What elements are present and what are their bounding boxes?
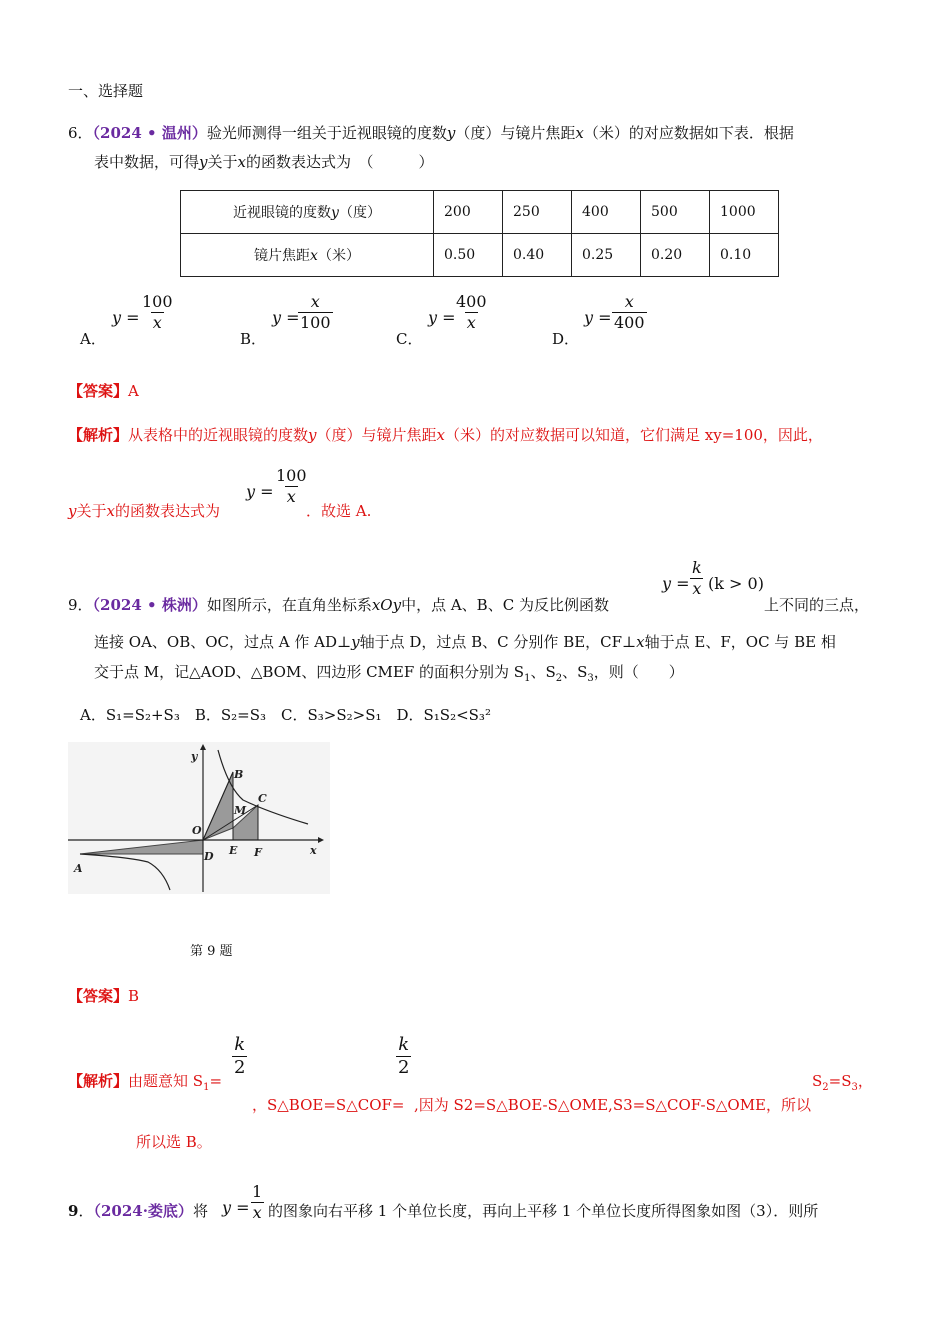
q6-analysis-line2: y关于x的函数表达式为 (68, 502, 220, 520)
label-x: x (310, 844, 317, 857)
label-b: B (234, 768, 244, 781)
q6-analysis-line1: 【解析】从表格中的近视眼镜的度数y（度）与镜片焦距x（米）的对应数据可以知道，它们满足 xy=100，因此， (68, 426, 823, 444)
q9a-caption: 第 9 题 (190, 944, 233, 959)
answer-value: B (128, 987, 140, 1005)
q9a-answer (68, 985, 139, 1006)
q6-line2 (94, 151, 434, 172)
q9a-figure (68, 742, 330, 894)
analysis-tag: 【解析】 (68, 426, 129, 444)
q6-var-x: x (237, 153, 246, 171)
q9a-source: （2024 • 株洲） (92, 596, 207, 614)
table-cell: 0.25 (572, 234, 641, 277)
q9a-line1-end: 上不同的三点， (764, 596, 870, 614)
answer-tag: 【答案】 (68, 987, 129, 1005)
table-cell: 0.40 (503, 234, 572, 277)
q9b-line1-end: 的图象向右平移 1 个单位长度，再向上平移 1 个单位长度所得图象如图（3）．则所 (268, 1202, 819, 1220)
table-cell: 0.20 (641, 234, 710, 277)
q9a-frac-1: $\frac{k}{2}$ (234, 1034, 246, 1078)
label-m: M (234, 804, 247, 817)
table-cell: 400 (572, 191, 641, 234)
table-row (181, 234, 779, 277)
q6-answer (68, 380, 139, 401)
q9a-analysis-line2b: ,因为 S2=S△BOE-S△OME,S3=S△COF-S△OME，所以 (414, 1096, 812, 1114)
label-o: O (192, 824, 202, 837)
table-cell: 0.50 (434, 234, 503, 277)
q6-text: （米）的对应数据如下表．根据 (583, 124, 794, 142)
q6-analysis-end: ．故选 A. (306, 502, 372, 520)
table-header-cell: 近视眼镜的度数y（度） (181, 191, 434, 234)
q6-var-x: x (575, 124, 584, 142)
label-e: E (229, 844, 238, 857)
q9a-line1: 9．（2024 • 株洲）如图所示，在直角坐标系xOy中，点 A、B、C 为反比例函数 (68, 596, 609, 614)
table-header-cell: 镜片焦距x（米） (181, 234, 434, 277)
label-f: F (254, 846, 262, 859)
q6-var-y: y (446, 124, 456, 142)
label-d: D (204, 850, 214, 863)
q9a-analysis-line3: 所以选 B。 (136, 1133, 212, 1151)
q6-text: 关于 (207, 153, 238, 171)
table-cell: 0.10 (710, 234, 779, 277)
q9a-analysis-line1: 【解析】由题意知 $S_1=$ (68, 1072, 223, 1093)
q6-number: 6． (68, 124, 93, 142)
table-cell: 1000 (710, 191, 779, 234)
q6-text: 的函数表达式为 （ ） (245, 153, 434, 171)
q6-text: 表中数据，可得 (94, 153, 200, 171)
q9a-line3: 交于点 M，记△AOD、△BOM、四边形 CMEF 的面积分别为 $S_1$、$S_2$、$S_3$，则（ ） (94, 663, 684, 684)
analysis-tag: 【解析】 (68, 1072, 129, 1090)
q9a-analysis-s2s3: $S_2=S_3$， (812, 1072, 873, 1093)
table-row (181, 191, 779, 234)
q9b-source: （2024·娄底） (93, 1202, 193, 1220)
q6-line1 (68, 122, 794, 143)
answer-value: A (128, 382, 139, 400)
q6-source: （2024 • 温州） (92, 124, 207, 142)
q9a-options[interactable]: A．S₁=S₂+S₃ B．S₂=S₃ C．S₃>S₂>S₁ D．S₁S₂<S₃² (80, 706, 491, 724)
label-c: C (258, 792, 267, 805)
q6-data-table (180, 190, 779, 277)
table-cell: 500 (641, 191, 710, 234)
q6-var-y: y (199, 153, 208, 171)
q9b-line1: 9．（2024·娄底）将 (68, 1202, 208, 1220)
label-a: A (74, 862, 83, 875)
table-cell: 250 (503, 191, 572, 234)
q9a-analysis-line2: ，S△BOE=S△COF= (252, 1096, 405, 1114)
q6-text: （度）与镜片焦距 (455, 124, 576, 142)
q9a-frac-2: $\frac{k}{2}$ (398, 1034, 410, 1078)
q6-text: 验光师测得一组关于近视眼镜的度数 (206, 124, 447, 142)
q9a-line2: 连接 OA、OB、OC，过点 A 作 AD⊥y轴于点 D，过点 B、C 分别作 BE，CF⊥x轴于点 E、F，OC 与 BE 相 (94, 633, 836, 651)
answer-tag: 【答案】 (68, 382, 129, 400)
section-title: 一、选择题 (68, 82, 144, 100)
table-cell: 200 (434, 191, 503, 234)
label-y: y (191, 750, 198, 763)
